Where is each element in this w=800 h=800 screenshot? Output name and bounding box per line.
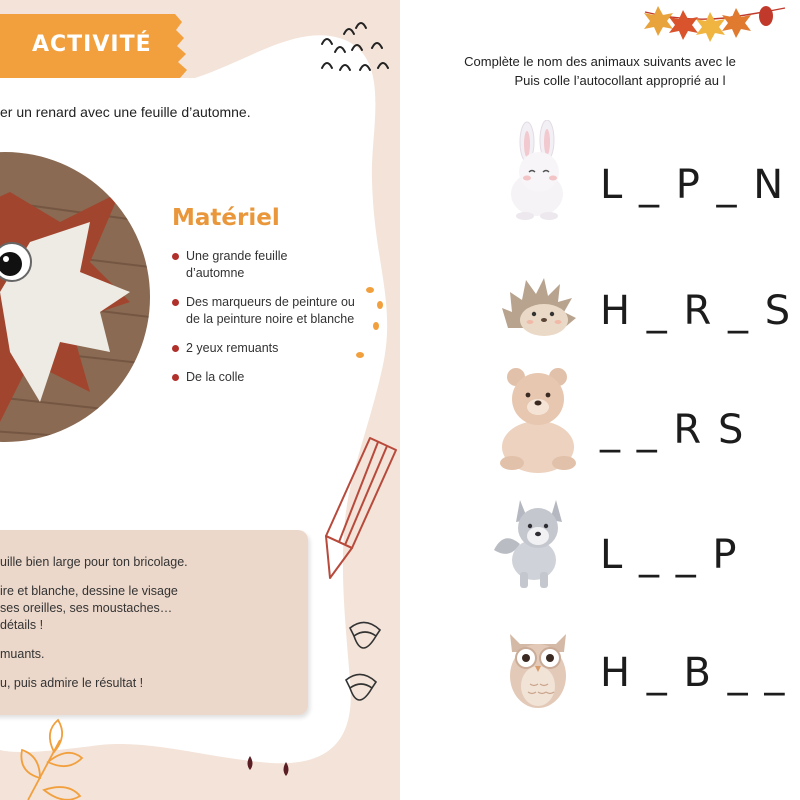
word-rabbit: L _ P _ N <box>600 162 786 208</box>
step-2-line-1: ire et blanche, dessine le visage <box>0 584 178 598</box>
acorn-icon <box>346 622 380 700</box>
bullet-icon <box>172 374 179 381</box>
materials-title: Matériel <box>172 205 280 231</box>
hedgehog-icon <box>498 268 578 348</box>
animal-row-owl <box>400 620 800 720</box>
materials-list <box>172 248 377 398</box>
seed-drops-icon <box>248 756 289 776</box>
steps-box <box>0 530 308 715</box>
instructions-line-2: Puis colle l’autocollant approprié au l <box>514 73 726 88</box>
step-1: uille bien large pour ton bricolage. <box>0 555 188 569</box>
right-page <box>400 0 800 800</box>
instructions <box>400 52 800 90</box>
animal-row-wolf <box>400 492 800 592</box>
step-4: u, puis admire le résultat ! <box>0 676 144 690</box>
animal-row-rabbit <box>400 120 800 220</box>
activity-intro: er un renard avec une feuille d’automne. <box>0 104 251 120</box>
material-item: De la colle <box>172 369 377 386</box>
arches-doodle-icon <box>322 23 388 70</box>
instructions-line-1: Complète le nom des animaux suivants avec le <box>464 54 736 69</box>
leaf-garland-icon <box>400 0 800 50</box>
word-owl: H _ B _ _ <box>600 650 787 696</box>
animal-row-bear <box>400 365 800 465</box>
bullet-icon <box>172 345 179 352</box>
rabbit-icon <box>495 120 585 220</box>
pencil-icon <box>326 438 396 578</box>
wolf-icon <box>490 492 580 592</box>
step-3: muants. <box>0 647 45 661</box>
bear-icon <box>488 365 588 475</box>
step-2-line-3: détails ! <box>0 618 44 632</box>
word-wolf: L _ _ P <box>600 532 739 578</box>
bullet-icon <box>172 253 179 260</box>
activity-label: ACTIVITÉ <box>32 32 152 57</box>
step-2-line-2: ses oreilles, ses moustaches… <box>0 601 173 615</box>
material-item: Une grande feuille d’automne <box>172 248 377 282</box>
material-item: 2 yeux remuants <box>172 340 377 357</box>
owl-icon <box>498 622 578 712</box>
bullet-icon <box>172 299 179 306</box>
material-item: Des marqueurs de peinture ou de la peinture noire et blanche <box>172 294 377 328</box>
word-bear: _ _ R S <box>600 407 746 453</box>
branch-leaves-icon <box>21 720 82 800</box>
animal-row-hedgehog <box>400 260 800 360</box>
word-hedgehog: H _ R _ S <box>600 288 793 334</box>
